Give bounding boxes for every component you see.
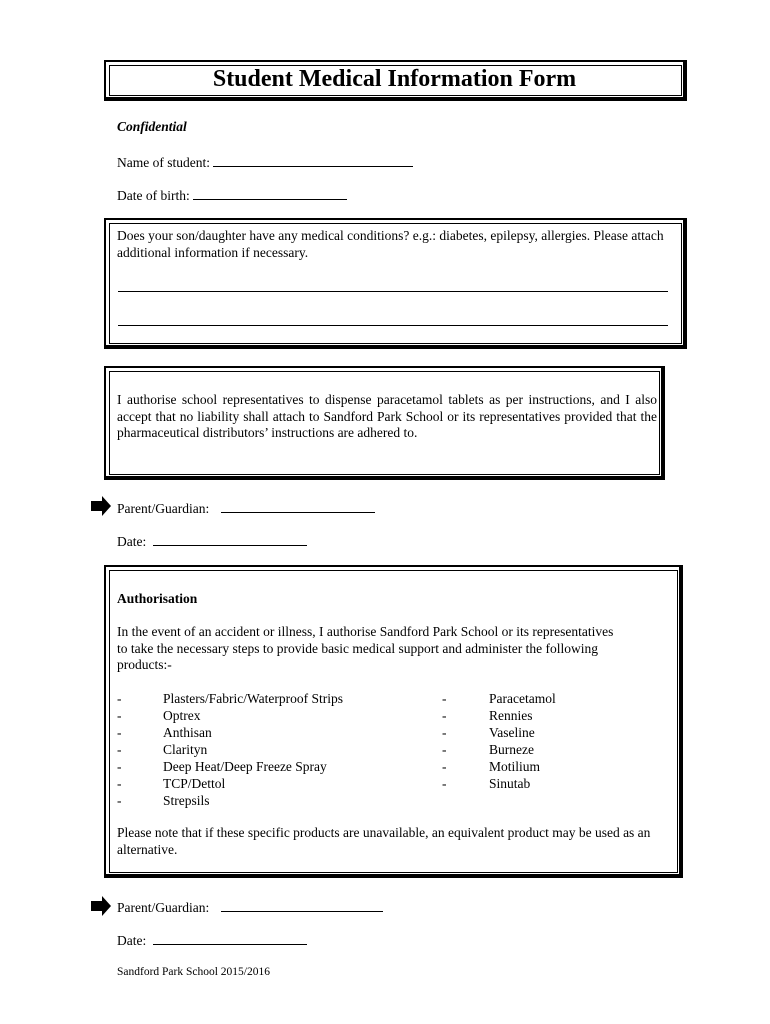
product-item: Anthisan (163, 725, 212, 740)
medical-answer-line-1[interactable] (118, 291, 668, 292)
name-field[interactable] (213, 153, 413, 167)
parent-guardian-row-2 (117, 898, 383, 916)
date-field[interactable] (153, 931, 307, 945)
dob-field[interactable] (193, 186, 347, 200)
product-item: Paracetamol (489, 691, 556, 706)
authorisation-heading: Authorisation (117, 591, 198, 606)
parent-guardian-row-1 (117, 499, 375, 517)
dash: - (117, 793, 122, 808)
parent-guardian-signature-field[interactable] (221, 499, 375, 513)
product-item: Clarityn (163, 742, 208, 757)
dash: - (117, 708, 122, 723)
medical-question: Does your son/daughter have any medical conditions? e.g.: diabetes, epilepsy, allergies. Please attach additional information if necessary. (117, 228, 664, 260)
alternative-note: Please note that if these specific products are unavailable, an equivalent product may be used as an alternative. (117, 825, 651, 857)
product-item: Deep Heat/Deep Freeze Spray (163, 759, 327, 774)
date-field[interactable] (153, 532, 307, 546)
dash: - (117, 759, 122, 774)
dob-label: Date of birth: (117, 188, 190, 203)
parent-guardian-label: Parent/Guardian: (117, 900, 210, 915)
date-label: Date: (117, 534, 147, 549)
dash: - (442, 725, 447, 740)
page-title: Student Medical Information Form (212, 66, 577, 92)
date-row-2 (117, 931, 307, 949)
dash: - (442, 776, 447, 791)
product-item: Optrex (163, 708, 201, 723)
medical-answer-line-2[interactable] (118, 325, 668, 326)
dash: - (442, 708, 447, 723)
dash: - (117, 725, 122, 740)
authorisation-intro: In the event of an accident or illness, I authorise Sandford Park School or its representatives to take the necessary steps to provide basic medical support and administer the following products:- (117, 624, 614, 672)
product-item: Rennies (489, 708, 533, 723)
medical-conditions-box (104, 218, 687, 349)
dash: - (442, 742, 447, 757)
date-row-1 (117, 532, 307, 550)
paracetamol-consent-text: I authorise school representatives to dispense paracetamol tablets as per instructions, and I also accept that no liability shall attach to Sandford Park School or its representatives provided that the pharmaceutical distributors’ instructions are adhered to. (117, 392, 657, 440)
title-box (104, 60, 687, 101)
name-label: Name of student: (117, 155, 210, 170)
product-item: Motilium (489, 759, 541, 774)
parent-guardian-label: Parent/Guardian: (117, 501, 210, 516)
product-item: Plasters/Fabric/Waterproof Strips (163, 691, 344, 706)
product-item: TCP/Dettol (163, 776, 226, 791)
footer-text: Sandford Park School 2015/2016 (117, 966, 271, 978)
dash: - (117, 742, 122, 757)
dob-row (117, 186, 347, 204)
dash: - (442, 759, 447, 774)
product-item: Burneze (489, 742, 534, 757)
parent-guardian-signature-field[interactable] (221, 898, 383, 912)
authorisation-box (104, 565, 683, 878)
confidential-label: Confidential (117, 119, 187, 134)
paracetamol-consent-box (104, 366, 665, 480)
product-item: Strepsils (163, 793, 210, 808)
dash: - (442, 691, 447, 706)
dash: - (117, 691, 122, 706)
product-item: Sinutab (489, 776, 531, 791)
name-row (117, 153, 413, 171)
date-label: Date: (117, 933, 147, 948)
arrow-right-icon (91, 496, 111, 516)
dash: - (117, 776, 122, 791)
arrow-right-icon (91, 896, 111, 916)
product-item: Vaseline (489, 725, 535, 740)
